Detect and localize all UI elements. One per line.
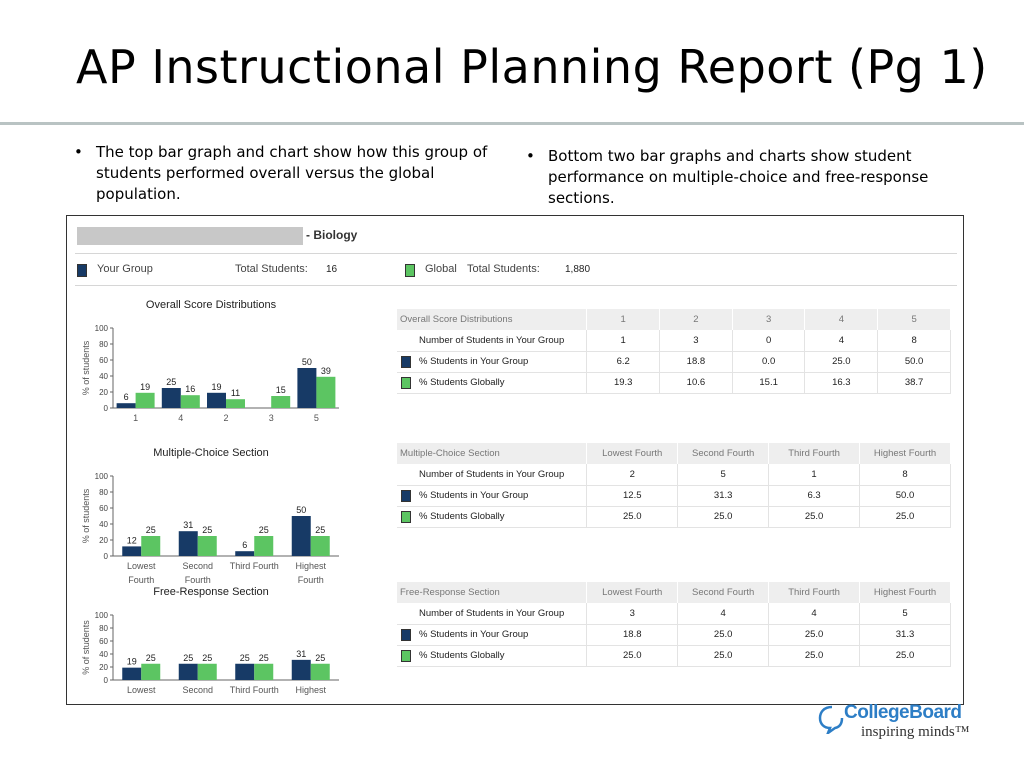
bar-value-label: 6 [123,392,129,403]
column-header: Third Fourth [769,443,860,464]
table-cell: 15.1 [732,372,805,393]
free-response-bar-chart [75,583,347,705]
bar-value-label: 25 [202,525,213,535]
bar-global [141,664,160,680]
row-label-text: % Students Globally [419,511,505,522]
bar-your-group [235,664,254,680]
bar-global [181,395,200,408]
table-row [397,330,951,351]
x-tick-label: 3 [268,413,274,423]
group-swatch [401,490,411,502]
overall-score-table [397,309,951,394]
x-tick-label: Third Fourth [229,561,279,571]
table-cell: 8 [860,464,951,485]
y-tick-label: 0 [103,676,108,685]
column-header: Lowest Fourth [587,443,678,464]
bar-global [141,536,160,556]
bar-global [226,399,245,408]
table-cell: 4 [769,603,860,624]
slide-title: AP Instructional Planning Report (Pg 1) [76,40,988,94]
multiple-choice-bar-chart [75,444,347,594]
table-cell: 5 [860,603,951,624]
overall-chart [75,296,347,446]
x-tick-label: 1 [133,413,139,423]
bar-value-label: 25 [202,652,213,663]
y-tick-label: 80 [99,340,108,349]
bar-value-label: 25 [315,525,326,535]
x-tick-label: Second [182,685,214,695]
column-header: 5 [878,309,951,330]
column-header: Third Fourth [769,582,860,603]
row-label [397,330,587,351]
table-cell: 25.0 [587,645,678,666]
y-tick-label: 20 [99,536,108,545]
bar-your-group [122,546,141,556]
bar-your-group [292,660,311,680]
x-tick-label: Fourth [297,575,324,585]
overall-bar-chart [75,296,347,446]
bar-global [254,664,273,680]
bar-value-label: 19 [126,656,137,667]
table-cell: 16.3 [805,372,878,393]
row-label [397,485,587,506]
global-swatch [401,650,411,662]
table-row [397,485,951,506]
bar-value-label: 25 [315,652,326,663]
column-header: Multiple-Choice Section [397,443,587,464]
group-swatch [401,629,411,641]
column-header: Highest Fourth [860,582,951,603]
table-cell: 31.3 [860,624,951,645]
table-cell: 6.2 [587,351,660,372]
y-axis-label: % of students [81,488,91,544]
table-cell: 19.3 [587,372,660,393]
x-tick-label: 4 [178,413,184,423]
column-header: Overall Score Distributions [397,309,587,330]
table-row [397,506,951,527]
bar-your-group [297,368,316,408]
column-header: 1 [587,309,660,330]
y-tick-label: 60 [99,504,108,513]
y-tick-label: 100 [94,611,108,620]
table-cell: 25.0 [769,506,860,527]
x-tick-label: Lowest [126,685,156,695]
global-label: Global [425,263,457,275]
bar-your-group [292,516,311,556]
bar-your-group [179,664,198,680]
multiple-choice-table [397,443,951,528]
table-row [397,464,951,485]
table-cell: 25.0 [769,645,860,666]
free-response-chart [75,583,347,705]
column-header: 2 [660,309,733,330]
y-tick-label: 60 [99,637,108,646]
logo-name: CollegeBoard [844,702,962,723]
bullet-right-text: Bottom two bar graphs and charts show student performance on multiple-choice and free-response sections. [548,147,929,207]
table-header [397,582,951,603]
row-label-text: % Students Globally [419,650,505,661]
row-label-text: % Students in Your Group [419,490,529,501]
y-tick-label: 80 [99,488,108,497]
row-label [397,372,587,393]
table-cell: 6.3 [769,485,860,506]
row-label [397,464,587,485]
row-label-text: Number of Students in Your Group [419,334,565,346]
bar-global [136,393,155,408]
x-tick-label: Highest [295,561,327,571]
y-tick-label: 0 [103,404,108,413]
table-cell: 5 [678,464,769,485]
y-axis-label: % of students [81,340,91,396]
table-row [397,372,951,393]
row-label [397,624,587,645]
table-cell: 4 [805,330,878,351]
chart-title: Free-Response Section [153,586,269,598]
column-header: Second Fourth [678,582,769,603]
bar-value-label: 25 [239,652,250,663]
bar-value-label: 15 [275,385,286,395]
table-cell: 25.0 [860,506,951,527]
chart-title: Multiple-Choice Section [153,447,269,459]
speech-bubble-icon [818,704,844,734]
bar-global [254,536,273,556]
bar-value-label: 31 [296,648,307,659]
table-header [397,443,951,464]
y-tick-label: 100 [94,472,108,481]
table-cell: 25.0 [678,624,769,645]
group-swatch [401,356,411,368]
y-tick-label: 40 [99,520,108,529]
table-cell: 0 [732,330,805,351]
row-label-text: % Students in Your Group [419,629,529,640]
bar-value-label: 31 [183,520,194,531]
multiple-choice-chart [75,444,347,594]
group-total: 16 [326,264,338,275]
row-label [397,506,587,527]
table-cell: 0.0 [732,351,805,372]
table-cell: 18.8 [660,351,733,372]
y-tick-label: 20 [99,388,108,397]
chart-title: Overall Score Distributions [145,299,277,311]
bar-your-group [117,403,136,408]
bullet-left-text: The top bar graph and chart show how this group of students performed overall versus the global population. [96,143,488,203]
legend-row [75,256,957,286]
x-tick-label: Highest [295,685,327,695]
report-header [75,224,957,254]
row-label [397,351,587,372]
bullet-right [526,146,948,209]
column-header: Second Fourth [678,443,769,464]
x-tick-label: Fourth [184,575,211,585]
bar-global [271,396,290,408]
y-tick-label: 40 [99,372,108,381]
table-cell: 18.8 [587,624,678,645]
row-label [397,603,587,624]
table-cell: 1 [769,464,860,485]
bar-global [198,664,217,680]
global-swatch [401,511,411,523]
table-row [397,351,951,372]
bar-value-label: 25 [145,525,156,535]
row-label [397,645,587,666]
row-label-text: Number of Students in Your Group [419,468,565,480]
bar-value-label: 16 [185,384,196,395]
column-header: 4 [805,309,878,330]
table-cell: 25.0 [769,624,860,645]
column-header: Highest Fourth [860,443,951,464]
bar-global [311,536,330,556]
y-axis-label: % of students [81,620,91,675]
table-row [397,603,951,624]
y-tick-label: 100 [94,324,108,333]
table-cell: 25.0 [678,645,769,666]
x-tick-label: Lowest [126,561,156,571]
x-tick-label: Fourth [128,575,155,585]
bar-value-label: 6 [242,540,248,551]
redacted-school-name [77,227,303,245]
table-cell: 50.0 [878,351,951,372]
table-cell: 10.6 [660,372,733,393]
bar-value-label: 25 [145,652,156,663]
global-swatch [401,377,411,389]
group-total-label: Total Students: [235,263,308,275]
collegeboard-logo [818,702,990,750]
y-tick-label: 0 [103,552,108,561]
logo-tagline: inspiring minds™ [861,724,970,740]
bar-value-label: 25 [166,377,177,387]
bar-global [316,377,335,408]
subject-label: - Biology [306,228,358,242]
table-cell: 8 [878,330,951,351]
group-swatch [77,264,87,277]
bullet-glyph: • [74,143,83,161]
table-header [397,309,951,330]
table-cell: 25.0 [587,506,678,527]
bar-value-label: 50 [301,357,312,367]
table-cell: 38.7 [878,372,951,393]
bullet-left [74,142,506,205]
column-header: Lowest Fourth [587,582,678,603]
column-header: 3 [732,309,805,330]
table-row [397,624,951,645]
y-tick-label: 60 [99,356,108,365]
bar-value-label: 50 [296,505,307,515]
table-cell: 25.0 [860,645,951,666]
bar-value-label: 12 [126,535,137,546]
x-tick-label: Third Fourth [229,685,279,695]
row-label-text: % Students Globally [419,377,505,388]
group-label: Your Group [97,263,153,275]
column-header: Free-Response Section [397,582,587,603]
table-cell: 1 [587,330,660,351]
table-cell: 31.3 [678,485,769,506]
table-cell: 4 [678,603,769,624]
bar-value-label: 25 [183,652,194,663]
y-tick-label: 20 [99,663,108,672]
table-cell: 12.5 [587,485,678,506]
y-tick-label: 80 [99,624,108,633]
table-cell: 25.0 [678,506,769,527]
bar-your-group [207,393,226,408]
bar-value-label: 11 [230,388,241,399]
table-cell: 2 [587,464,678,485]
global-total-label: Total Students: [467,263,540,275]
bar-your-group [122,668,141,680]
bar-value-label: 19 [211,381,222,392]
bar-value-label: 25 [258,652,269,663]
title-divider [0,122,1024,125]
x-tick-label: 5 [313,413,319,423]
bar-your-group [235,551,254,556]
x-tick-label: Second [182,561,214,571]
x-tick-label: 2 [223,413,229,423]
bar-your-group [179,531,198,556]
global-total: 1,880 [565,264,591,275]
bar-global [311,664,330,680]
global-swatch [405,264,415,277]
y-tick-label: 40 [99,650,108,659]
bar-value-label: 19 [140,381,151,392]
table-cell: 3 [660,330,733,351]
bar-value-label: 25 [258,525,269,535]
table-cell: 3 [587,603,678,624]
report-screenshot [66,215,964,705]
row-label-text: Number of Students in Your Group [419,607,565,619]
table-cell: 50.0 [860,485,951,506]
free-response-table [397,582,951,667]
bar-your-group [162,388,181,408]
bullet-glyph: • [526,147,535,165]
row-label-text: % Students in Your Group [419,356,529,367]
table-cell: 25.0 [805,351,878,372]
bar-global [198,536,217,556]
bar-value-label: 39 [320,365,331,376]
table-row [397,645,951,666]
